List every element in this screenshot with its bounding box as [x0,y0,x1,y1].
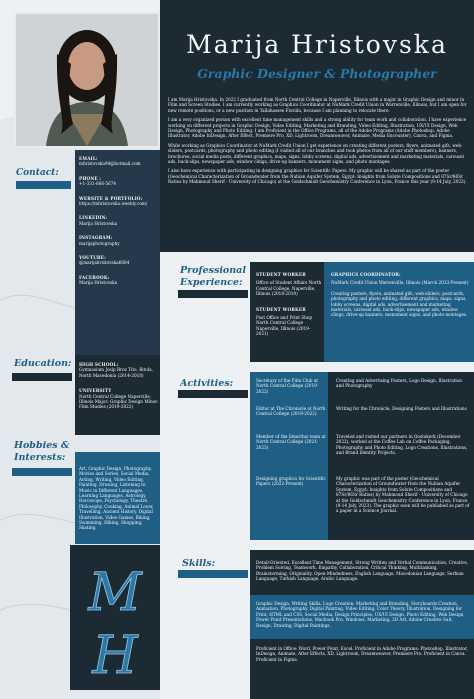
experience-place-2: Post Office and Print Shop North Central College Naperville, Illinois (2019-2021) [256,315,313,337]
job-title: Graphic Designer & Photographer [197,66,437,81]
svg-text:M: M [88,563,142,623]
activity-role: Secretary of the Film Club at North Central College (2019-2022) [256,378,319,394]
website-label: WEBSITE & PORTFOLIO: [79,195,143,201]
high-school-label: HIGH SCHOOL: [79,362,119,367]
mh-monogram-logo [80,555,150,685]
university-value: North Central College Naperville, Illinois Major: Graphic Design Minor: Film Studies (2019-2022) [79,393,159,410]
youtube-value[interactable]: @marijahristovska6684 [79,260,130,266]
hobbies-heading: Hobbies & Interests: [14,440,70,463]
linkedin-value[interactable]: Marija Hristovska [79,220,118,226]
instagram-label: INSTAGRAM: [79,235,113,241]
activities-heading: Activities: [180,378,234,389]
software-skills: Proficient in Office: Word, Power Point, Excel. Proficient in Adobe Programs: Photoshop, Illustrator, InDesign, Animate, After Effects, XD, Lightroom, Dreamweaver, Premiere Pro. Proficient in Canva. Proficient in Figma. [256,646,468,662]
profile-photo [14,12,160,148]
contact-list [79,156,159,286]
experience-heading: Professional Experience: [180,265,246,288]
experience-col-2 [331,272,469,318]
hobbies-text: Art, Graphic Design, Photography, Movies and Series, Social Media, Acting, Writing, Video Editing, Painting, Drawing, Listening to Music in Different Languages, Learning Languages, Astrology, Horoscope, Psychology, Theatre, Philosophy, Cooking, Animal Lover, Travelling, Ancient History, Digital Illustration, Video Games, Biking, Swimming, Hiking, Shopping, Skating. [79,466,154,531]
activity-role: Member of the Emeritus team at North Central College (2021-2023) [256,434,326,450]
contact-accent-bar [16,181,71,189]
soft-skills: Detail-Oriented, Excellent Time Management, Strong Written and Verbal Communication, Creative, Problem Solving, Teamwork, Empathy, Collaboration, Critical Thinking, Multitasking, Brainstorming, Originality, Open-Mindedness, English Language, Macedonian Language, Serbian Language, Turkish Language, Arabic Language. [256,560,469,582]
activity-role: Designing graphics for Scientific Papers (2022-Present) [256,476,326,487]
hobbies-accent-bar [12,468,72,476]
email-value[interactable]: mhristovska99@hotmail.com [79,161,141,167]
contact-heading: Contact: [16,168,59,178]
experience-accent-bar [178,290,248,298]
instagram-value[interactable]: marijaphotography [79,240,120,246]
experience-role-2: STUDENT WORKER [256,306,306,312]
skills-heading: Skills: [182,558,216,569]
experience-place-3: NuMark Credit Union Warrenville, Illinois (March 2023-Present) [331,280,469,286]
facebook-value[interactable]: Marija Hristovska [79,280,118,286]
education-heading: Education: [14,358,72,369]
activity-description: My graphic was part of the poster (Geochemical Characterization of Groundwater from the Nubian Aquifer System, Egypt: Insights from Solute Compositions and 87Sr/86Sr Ratios) by Mahmoud Sherif - University of Chicago at the Goldschmidt Geochemistry Conference in Lyon, France (9-14 July, 2023). The graphic soon will be published as part of a paper in a Science Journal. [336,476,470,514]
activity-description: Writing for the Chronicle, Designing Posters and Illustrations [336,406,467,411]
email-label: EMAIL: [79,156,98,161]
about-paragraph: While working as Graphics Coordinator at NuMark Credit Union I get experience on creating different posters, flyers, animated gifs, web-sliders, postcards, photography and photo editing (I visited all of our branches and took photos from all of our staff members), banners, brochures, social media posts, different graphics, maps, signs, lobby screens, digital ads, advertisement and marketing materials, carousel ads, buck-slips, newspaper ads, window clings, drive-up banners, monument signs, and photo montages. [168,142,464,165]
activities-left-list [256,378,326,487]
skills-accent-bar [178,570,248,578]
experience-role-1: STUDENT WORKER [256,272,306,277]
activity-role: Editor at The Chronicle at North Central College (2019-2022) [256,406,326,417]
youtube-label: YOUTUBE: [79,255,106,261]
activities-accent-bar [178,390,248,398]
about-section [168,97,468,189]
about-paragraph: I also have experience with participating in designing graphics for Scientific Papers. My graphic will be shared as part of the poster (Geochemical Characterization of Groundwater from the Nubian Aquifer System, Egypt: Insights from Solute Compositions and 87Sr/86Sr Ratios by Mahmoud Sherif - University of Chicago) at the Goldschmidt Geochemistry Conference in Lyon, France this year (9-14 July, 2023). [168,168,467,185]
activity-description: Creating and Advertising Posters, Logo Design, Illustration and Photography [336,378,462,389]
experience-role-3: GRAPHICS COORDINATOR: [331,272,401,277]
education-list [79,362,159,410]
education-accent-bar [12,373,72,381]
phone-value[interactable]: +1-331-666-5674 [79,181,117,187]
experience-col-1 [256,272,322,337]
experience-description: Creating posters, flyers, animated gifs, web-sliders, postcards, photography and photo editing, different graphics, maps, signs, lobby screens, digital ads, advertisement and marketing materials, carousel ads, buck-slips, newspaper ads, window clings, drive-up banners, monument signs, and photo montages. [331,290,468,318]
linkedin-label: LINKEDIN: [79,215,108,221]
hard-skills: Graphic Design, Writing Skills, Logo Creation, Marketing and Branding, Storyboards Creation, Animation, Photography, Digital Painting, Video Editing, Color Theory, Illustration, Designing for Print, HTML and CSS, Social Media, Design Principles, UX/UI Design, Photo Editing, Web Design, Power Point Presentations, Macbook Pro, Windows, Marketing, 2D Art, Adobe Creative Suit, Design, Drawing, Digital Paintings. [256,601,465,628]
facebook-label: FACEBOOK: [79,274,110,280]
activity-description: Traveled and visited our partners in Oostakerk (December 2022), worked at the Coffee Lab on Coffee Packaging, Photography and Photo Editing, Logo Creations, Illustrations, and Brand Identity Projects. [336,434,468,456]
about-paragraph: I am Marija Hristovska. In 2022 I graduated from North Central College in Naperville, Illinois with a major in Graphic Design and minor in Film and Screen Studies. I am currently working as Graphics Coordinator at NuMark Credit Union in Warrenville, Illinois, but I am open for new remote positions, or a new position in Tallahassee Florida, because I am planning to relocate there. [168,97,467,113]
svg-text:H: H [92,626,138,685]
university-label: UNIVERSITY [79,388,112,394]
about-paragraph: I am a very organized person with excellent time management skills and a strong ability for team work and collaboration. I have experience working on different projects in Graphic Design, Video Editing, Marketing and Branding, Video Editing, Illustration, UX/UI Design, Web Design, Photography and Photo Editing. I am Proficient in the Office Programs, all of the Adobe Programs (Adobe Photoshop, Adobe Illustrator, Adobe InDesign, After Effect, Premiere Pro, XD, Lightroom, Dreamweaver, Animate, Media Encounter), Canva, and Figma. [168,117,467,139]
experience-place-1: Office of Student Affairs North Central College, Naperville, Illinois (2018-2019) [256,280,322,297]
name-heading: Marija Hristovska [186,30,448,59]
high-school-value: Gymnasium Josip Broz Tito, Bitola, North Macedonia (2014-2018) [79,367,153,378]
phone-label: PHONE : [79,175,102,181]
website-value[interactable]: https://mhristovska.weebly.com/ [79,201,148,207]
activities-right-list [336,378,470,514]
